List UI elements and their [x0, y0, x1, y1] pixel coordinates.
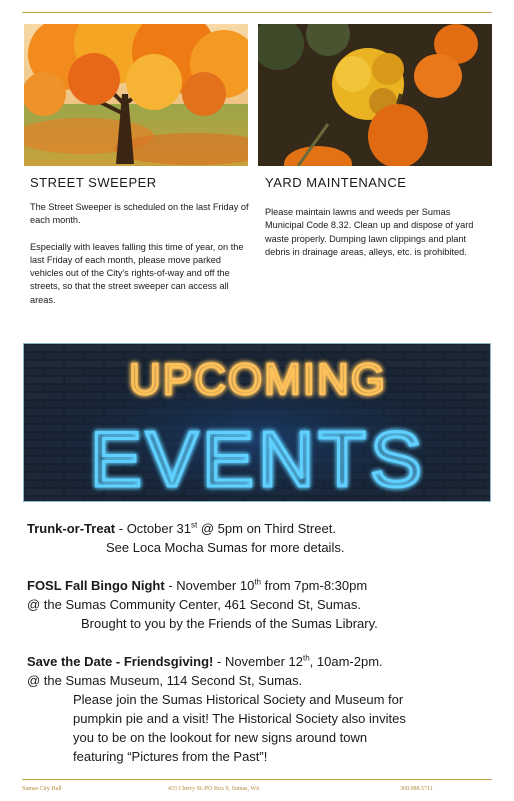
event-location: @ the Sumas Museum, 114 Second St, Sumas. [27, 673, 303, 688]
street-sweeper-title: STREET SWEEPER [30, 175, 157, 190]
event-date: November 12 [224, 654, 303, 669]
event-detail-line: featuring “Pictures from the Past”! [73, 749, 268, 764]
event-title: Trunk-or-Treat [27, 521, 116, 536]
event-detail-line: pumpkin pie and a visit! The Historical Society also invites [73, 711, 406, 726]
yard-maintenance-text [265, 206, 489, 272]
event-sep: - [164, 578, 177, 593]
banner-line-2: EVENTS [89, 415, 427, 502]
event-title: Save the Date - Friendsgiving! [27, 654, 214, 669]
event-date-detail: @ 5pm on Third Street. [197, 521, 336, 536]
event-detail-line: you to be on the lookout for new signs around town [73, 730, 368, 745]
event-detail-line: Brought to you by the Friends of the Sumas Library. [81, 616, 378, 631]
event-detail-line: Please join the Sumas Historical Society and Museum for [73, 692, 404, 707]
footer-address: 433 Cherry St./PO Box 9, Sumas, WA [168, 786, 260, 792]
yard-maintenance-title: YARD MAINTENANCE [265, 175, 407, 190]
bottom-rule [22, 779, 492, 780]
event-fosl-bingo [27, 576, 497, 633]
event-detail-line: See Loca Mocha Sumas for more details. [106, 540, 345, 555]
event-date-suffix: th [302, 653, 310, 663]
street-sweeper-text [30, 201, 255, 320]
autumn-tree-photo [24, 24, 248, 166]
autumn-tree-icon [24, 24, 248, 166]
event-sep: - [115, 521, 127, 536]
event-date: November 10 [176, 578, 255, 593]
event-title: FOSL Fall Bingo Night [27, 578, 165, 593]
event-date-detail: from 7pm-8:30pm [260, 578, 368, 593]
footer-name: Sumas City Hall [22, 786, 62, 792]
event-date-suffix: st [191, 520, 198, 530]
event-location: @ the Sumas Community Center, 461 Second St, Sumas. [27, 597, 362, 612]
pumpkins-icon [258, 24, 492, 166]
street-sweeper-para-2: Especially with leaves falling this time of year, on the last Friday of each month, please move parked vehicles out of the City's rights-of-way and off the streets, so that the street sweeper can access all areas. [30, 241, 244, 305]
event-trunk-or-treat [27, 519, 497, 557]
banner-line-1: UPCOMING [129, 355, 387, 404]
event-sep: - [213, 654, 225, 669]
top-rule [22, 12, 492, 13]
event-date: October 31 [126, 521, 192, 536]
footer-phone: 360.988.5711 [400, 786, 433, 792]
event-date-detail: , 10am-2pm. [309, 654, 383, 669]
event-friendsgiving [27, 652, 497, 766]
upcoming-events-banner [23, 343, 491, 502]
pumpkins-photo [258, 24, 492, 166]
event-date-suffix: th [254, 577, 261, 587]
street-sweeper-para-1: The Street Sweeper is scheduled on the last Friday of each month. [30, 202, 249, 226]
yard-maintenance-para-1: Please maintain lawns and weeds per Sumas Municipal Code 8.32. Clean up and dispose of yard waste properly. Dumping lawn clippings and plant debris in drainage areas, alleys, etc. is prohibited. [265, 207, 474, 257]
